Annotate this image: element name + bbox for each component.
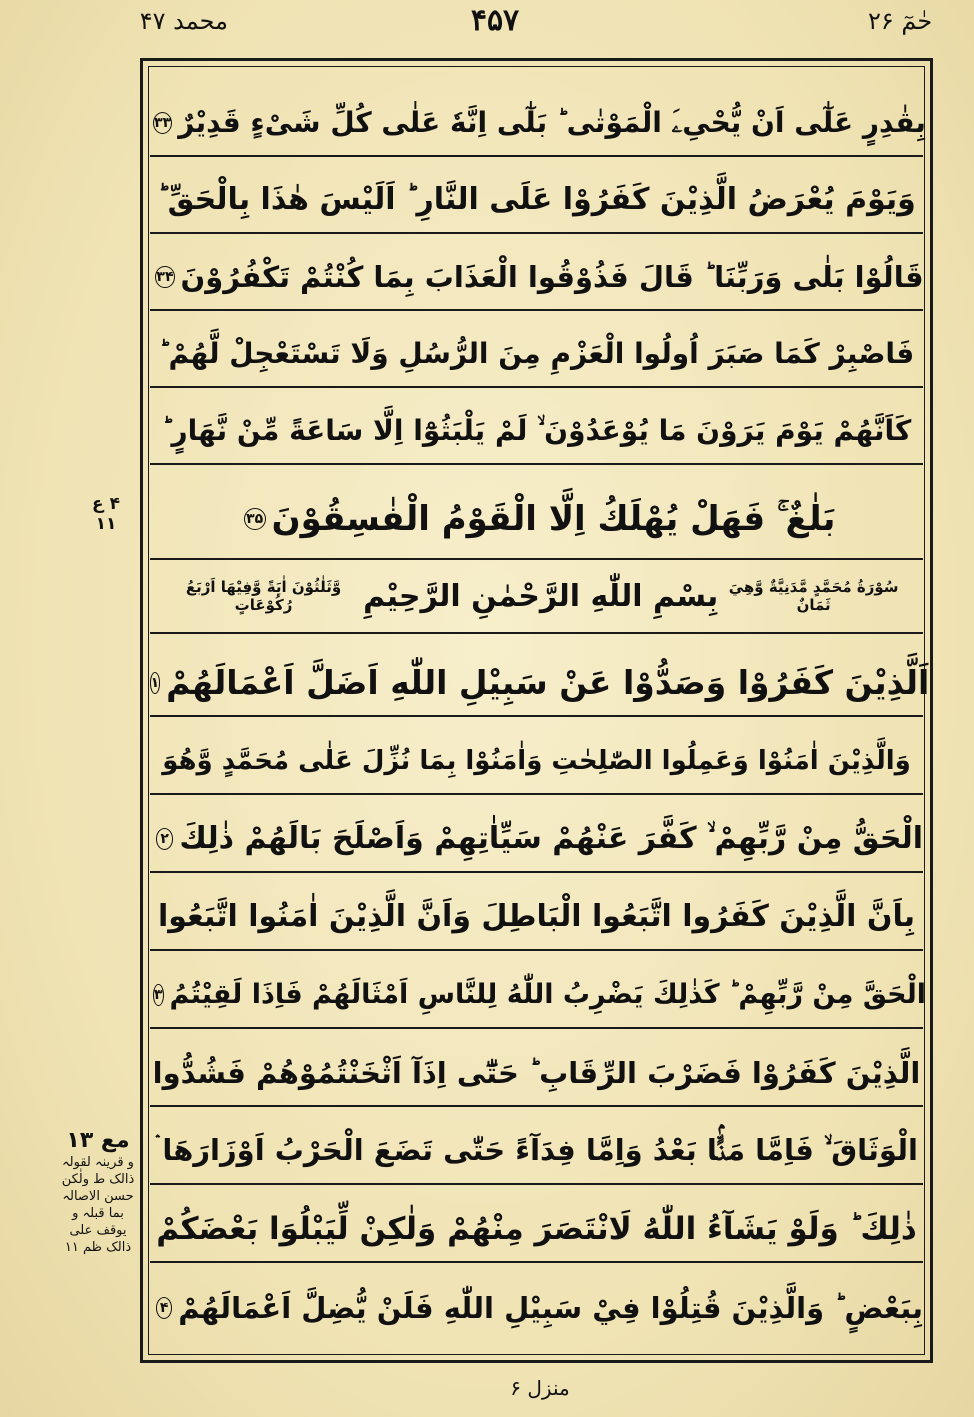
line-text: قَالُوْا بَلٰى وَرَبِّنَا ؕ قَالَ فَذُوْقُوا الْعَذَابَ بِمَا كُنْتُمْ تَكْفُرُوْنَ	[180, 259, 924, 294]
manzil-label: منزل ۶	[510, 1376, 570, 1400]
ayah-number: ۱	[150, 672, 161, 694]
ayah-number: ۲	[156, 828, 173, 850]
surah-heading-left: وَّثَلٰثُوْنَ اٰيَةً وَّفِيْهَا اَرْبَعُ رُكُوْعَاتٍ	[185, 578, 342, 614]
text-line-9	[150, 806, 923, 873]
text-line-5	[150, 398, 923, 465]
text-line-7	[150, 650, 930, 717]
ayah-number: ۴	[156, 1297, 172, 1319]
text-line-10	[150, 884, 923, 951]
line-text: الْحَقُّ مِنْ رَّبِّهِمْ ۙ كَفَّرَ عَنْهُمْ سَيِّاٰتِهِمْ وَاَصْلَحَ بَالَهُمْ ذٰلِكَ	[179, 821, 923, 856]
text-line-15	[150, 1274, 923, 1341]
text-line-11	[150, 962, 927, 1029]
text-line-13	[150, 1118, 923, 1185]
line-text: فَاصْبِرْ كَمَا صَبَرَ اُولُوا الْعَزْمِ مِنَ الرُّسُلِ وَلَا تَسْتَعْجِلْ لَّهُمْ ؕ	[158, 337, 915, 370]
line-text: بَلٰغٌ ۚ فَهَلْ يُهْلَكُ اِلَّا الْقَوْمُ الْفٰسِقُوْنَ	[271, 499, 836, 539]
text-line-4	[150, 321, 923, 388]
line-text: ذٰلِكَ ؕ وَلَوْ يَشَآءُ اللّٰهُ لَانْتَصَرَ مِنْهُمْ وَلٰكِنْ لِّيَبْلُوَا بَعْضَكُمْ	[156, 1210, 917, 1247]
text-line-6	[150, 480, 923, 560]
line-text: بِاَنَّ الَّذِيْنَ كَفَرُوا اتَّبَعُوا الْبَاطِلَ وَاَنَّ الَّذِيْنَ اٰمَنُوا اتَّبَعُوا	[157, 899, 916, 934]
ayah-number: ۳۳	[153, 112, 172, 134]
line-text: بِبَعْضٍ ؕ وَالَّذِيْنَ قُتِلُوْا فِيْ سَبِيْلِ اللّٰهِ فَلَنْ يُّضِلَّ اَعْمَالَهُمْ	[178, 1290, 923, 1325]
text-line-3	[150, 244, 923, 311]
para-label: حٰمٓ ۲۶	[868, 7, 933, 35]
text-line-8	[150, 728, 923, 795]
page-number: ۴۵۷	[470, 3, 520, 38]
bismillah: بِسْمِ اللّٰهِ الرَّحْمٰنِ الرَّحِيْمِ	[363, 578, 719, 614]
ayah-number: ۳۵	[244, 508, 266, 530]
margin-note-heading: مع ۱۳	[66, 1128, 130, 1153]
line-text: الْوَثَاقَ ۙ فَاِمَّا مَنًّۢا بَعْدُ وَاِمَّا فِدَآءً حَتّٰى تَضَعَ الْحَرْبُ اَوْزَارَهَا ۛ	[155, 1133, 918, 1167]
line-text: كَاَنَّهُمْ يَوْمَ يَرَوْنَ مَا يُوْعَدُوْنَ ۙ لَمْ يَلْبَثُوْٓا اِلَّا سَاعَةً مِّنْ نَّهَارٍ ؕ	[161, 413, 912, 447]
surah-label: محمد ۴۷	[139, 7, 228, 35]
line-text: اَلَّذِيْنَ كَفَرُوْا وَصَدُّوْا عَنْ سَبِيْلِ اللّٰهِ اَضَلَّ اَعْمَالَهُمْ	[166, 663, 930, 702]
line-text: وَيَوْمَ يُعْرَضُ الَّذِيْنَ كَفَرُوْا عَلَى النَّارِ ؕ اَلَيْسَ هٰذَا بِالْحَقِّ ؕ	[157, 182, 916, 217]
line-text: بِقٰدِرٍ عَلٰٓى اَنْ يُّحْیِۦَ الْمَوْتٰى ؕ بَلٰٓى اِنَّهٗ عَلٰى كُلِّ شَیْءٍ قَدِيْرٌ	[178, 105, 926, 139]
text-line-1	[150, 90, 926, 157]
text-line-12	[150, 1040, 923, 1107]
ruku-marker: ۴ ع ۱۱	[92, 494, 120, 534]
ayah-number: ۳۴	[155, 266, 174, 288]
text-line-14	[150, 1196, 923, 1263]
line-text: الَّذِيْنَ كَفَرُوْا فَضَرْبَ الرِّقَابِ ؕ حَتّٰٓى اِذَآ اَثْخَنْتُمُوْهُمْ فَشُدُّوا	[152, 1055, 921, 1090]
line-text: الْحَقَّ مِنْ رَّبِّهِمْ ؕ كَذٰلِكَ يَضْرِبُ اللّٰهُ لِلنَّاسِ اَمْثَالَهُمْ فَاِذَا لَقِيْتُمُ	[169, 979, 927, 1010]
margin-note-text: و قرینہ لقولہ ذالک ط ولٰکن حسن الاصالہ بما قبلہ و یوقف علی ذالک ظم ۱۱	[61, 1155, 135, 1255]
ayah-number: ۳	[153, 984, 164, 1006]
line-text: وَالَّذِيْنَ اٰمَنُوْا وَعَمِلُوا الصّٰلِحٰتِ وَاٰمَنُوْا بِمَا نُزِّلَ عَلٰى مُحَمَّدٍ وَّهُوَ	[162, 745, 911, 776]
surah-heading	[150, 560, 923, 634]
text-line-2	[150, 167, 923, 234]
margin-note	[56, 1128, 140, 1328]
surah-heading-right: سُوْرَةُ مُحَمَّدٍ مَّدَنِيَّةٌ وَّهِيَ ثَمَانٌ	[728, 578, 899, 614]
